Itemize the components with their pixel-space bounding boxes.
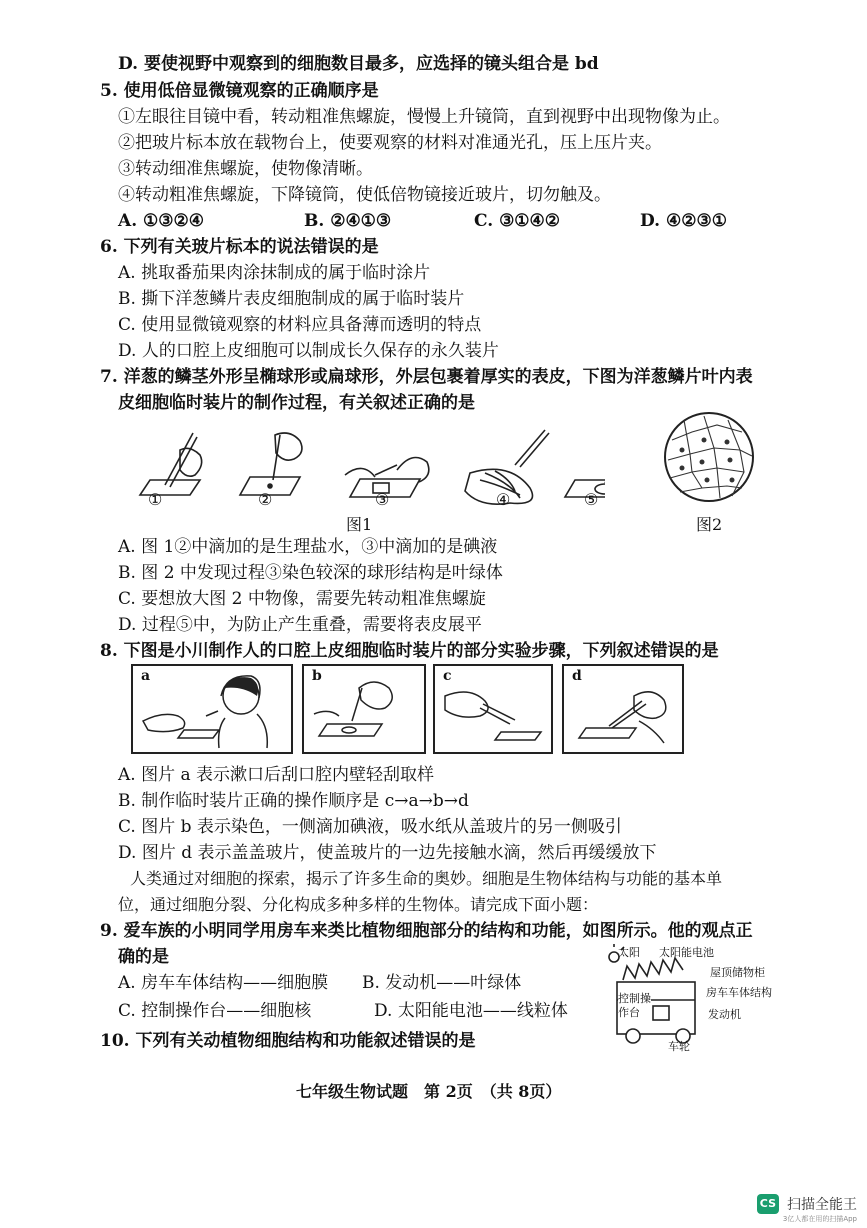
q8-option-a: A. 图片 a 表示漱口后刮口腔内壁轻刮取样 — [118, 765, 435, 785]
rv-sun-label: 太阳 — [618, 946, 640, 959]
q8-panel-c-label: c — [443, 668, 452, 684]
scanner-tagline: 3亿人都在用的扫描App — [782, 1215, 857, 1223]
q7-stem-line2: 皮细胞临时装片的制作过程，有关叙述正确的是 — [118, 393, 475, 413]
q5-step-3: ③转动细准焦螺旋，使物像清晰。 — [118, 159, 373, 179]
q6-stem: 6. 下列有关玻片标本的说法错误的是 — [100, 237, 379, 257]
q9-option-b: B. 发动机——叶绿体 — [362, 973, 522, 993]
q7-step-label-5: ⑤ — [584, 490, 599, 509]
rv-wheel-label: 车轮 — [668, 1040, 690, 1053]
q9-option-d: D. 太阳能电池——线粒体 — [374, 1001, 568, 1021]
rv-body-label: 房车车体结构 — [706, 986, 772, 999]
q7-stem-line1: 7. 洋葱的鳞茎外形呈椭球形或扁球形，外层包裹着厚实的表皮，下图为洋葱鳞片叶内表 — [100, 367, 753, 387]
q9-stem-line2: 确的是 — [118, 947, 169, 967]
q9-stem-line1: 9. 爱车族的小明同学用房车来类比植物细胞部分的结构和功能，如图所示。他的观点正 — [100, 921, 753, 941]
q7-figure-2-cells — [662, 410, 756, 504]
q8-panel-c — [433, 664, 553, 754]
q7-option-a: A. 图 1②中滴加的是生理盐水，③中滴加的是碘液 — [118, 537, 498, 557]
scanner-app-name: 扫描全能王 — [787, 1197, 857, 1213]
q7-step-label-3: ③ — [375, 490, 390, 509]
rv-solar-label: 太阳能电池 — [659, 946, 714, 959]
q7-option-b: B. 图 2 中发现过程③染色较深的球形结构是叶绿体 — [118, 563, 503, 583]
q5-option-b: B. ②④①③ — [304, 211, 392, 231]
q6-option-c: C. 使用显微镜观察的材料应具备薄而透明的特点 — [118, 315, 482, 335]
q8-panel-b-label: b — [312, 668, 322, 684]
q7-figure-2-caption: 图2 — [696, 515, 723, 534]
rv-engine-label: 发动机 — [708, 1008, 741, 1021]
q8-panel-d — [562, 664, 684, 754]
q8-stem: 8. 下图是小川制作人的口腔上皮细胞临时装片的部分实验步骤，下列叙述错误的是 — [100, 641, 719, 661]
q7-option-d: D. 过程⑤中，为防止产生重叠，需要将表皮展平 — [118, 615, 482, 635]
q10-stem: 10. 下列有关动植物细胞结构和功能叙述错误的是 — [100, 1031, 476, 1051]
q8-panel-a-drawing — [133, 666, 291, 752]
q7-figure-1-caption: 图1 — [346, 515, 373, 534]
q8-panel-d-label: d — [572, 668, 582, 684]
q5-option-a: A. ①③②④ — [118, 211, 204, 231]
q8-panel-a-label: a — [141, 668, 151, 684]
q4-option-d: D. 要使视野中观察到的细胞数目最多，应选择的镜头组合是 bd — [118, 54, 599, 74]
q7-step-label-2: ② — [258, 490, 273, 509]
rv-console-label-2: 作台 — [618, 1006, 640, 1019]
intro-line-1: 人类通过对细胞的探索，揭示了许多生命的奥妙。细胞是生物体结构与功能的基本单 — [130, 869, 723, 888]
q5-step-4: ④转动粗准焦螺旋，下降镜筒，使低倍物镜接近玻片，切勿触及。 — [118, 185, 611, 205]
q7-step-label-4: ④ — [496, 490, 511, 509]
q5-option-d: D. ④②③① — [640, 211, 727, 231]
scanner-logo-icon: CS — [757, 1194, 779, 1214]
q6-option-d: D. 人的口腔上皮细胞可以制成长久保存的永久装片 — [118, 341, 499, 361]
q8-panel-c-drawing — [435, 666, 551, 752]
q8-option-c: C. 图片 b 表示染色，一侧滴加碘液，吸水纸从盖玻片的另一侧吸引 — [118, 817, 622, 837]
q8-option-b: B. 制作临时装片正确的操作顺序是 c→a→b→d — [118, 791, 469, 811]
q7-step-label-1: ① — [148, 490, 163, 509]
q8-option-d: D. 图片 d 表示盖盖玻片，使盖玻片的一边先接触水滴，然后再缓缓放下 — [118, 843, 657, 863]
q5-stem: 5. 使用低倍显微镜观察的正确顺序是 — [100, 81, 379, 101]
q7-option-c: C. 要想放大图 2 中物像，需要先转动粗准焦螺旋 — [118, 589, 486, 609]
rv-roof-label: 屋顶储物柜 — [710, 966, 765, 979]
q6-option-a: A. 挑取番茄果肉涂抹制成的属于临时涂片 — [118, 263, 431, 283]
page-footer: 七年级生物试题 第 2页 （共 8页） — [296, 1082, 562, 1101]
intro-line-2: 位，通过细胞分裂、分化构成多种多样的生物体。请完成下面小题： — [118, 895, 599, 914]
q8-panel-b-drawing — [304, 666, 424, 752]
q8-panel-a — [131, 664, 293, 754]
q5-step-2: ②把玻片标本放在载物台上，使要观察的材料对准通光孔，压上压片夹。 — [118, 133, 662, 153]
q6-option-b: B. 撕下洋葱鳞片表皮细胞制成的属于临时装片 — [118, 289, 465, 309]
q8-panel-b — [302, 664, 426, 754]
q9-option-c: C. 控制操作台——细胞核 — [118, 1001, 312, 1021]
scanner-watermark — [757, 1194, 857, 1225]
q7-figure-1-steps — [135, 425, 605, 510]
q5-option-c: C. ③①④② — [474, 211, 561, 231]
q9-option-a: A. 房车车体结构——细胞膜 — [118, 973, 329, 993]
q5-step-1: ①左眼往目镜中看，转动粗准焦螺旋，慢慢上升镜筒，直到视野中出现物像为止。 — [118, 107, 730, 127]
rv-console-label-1: 控制操 — [618, 992, 651, 1005]
